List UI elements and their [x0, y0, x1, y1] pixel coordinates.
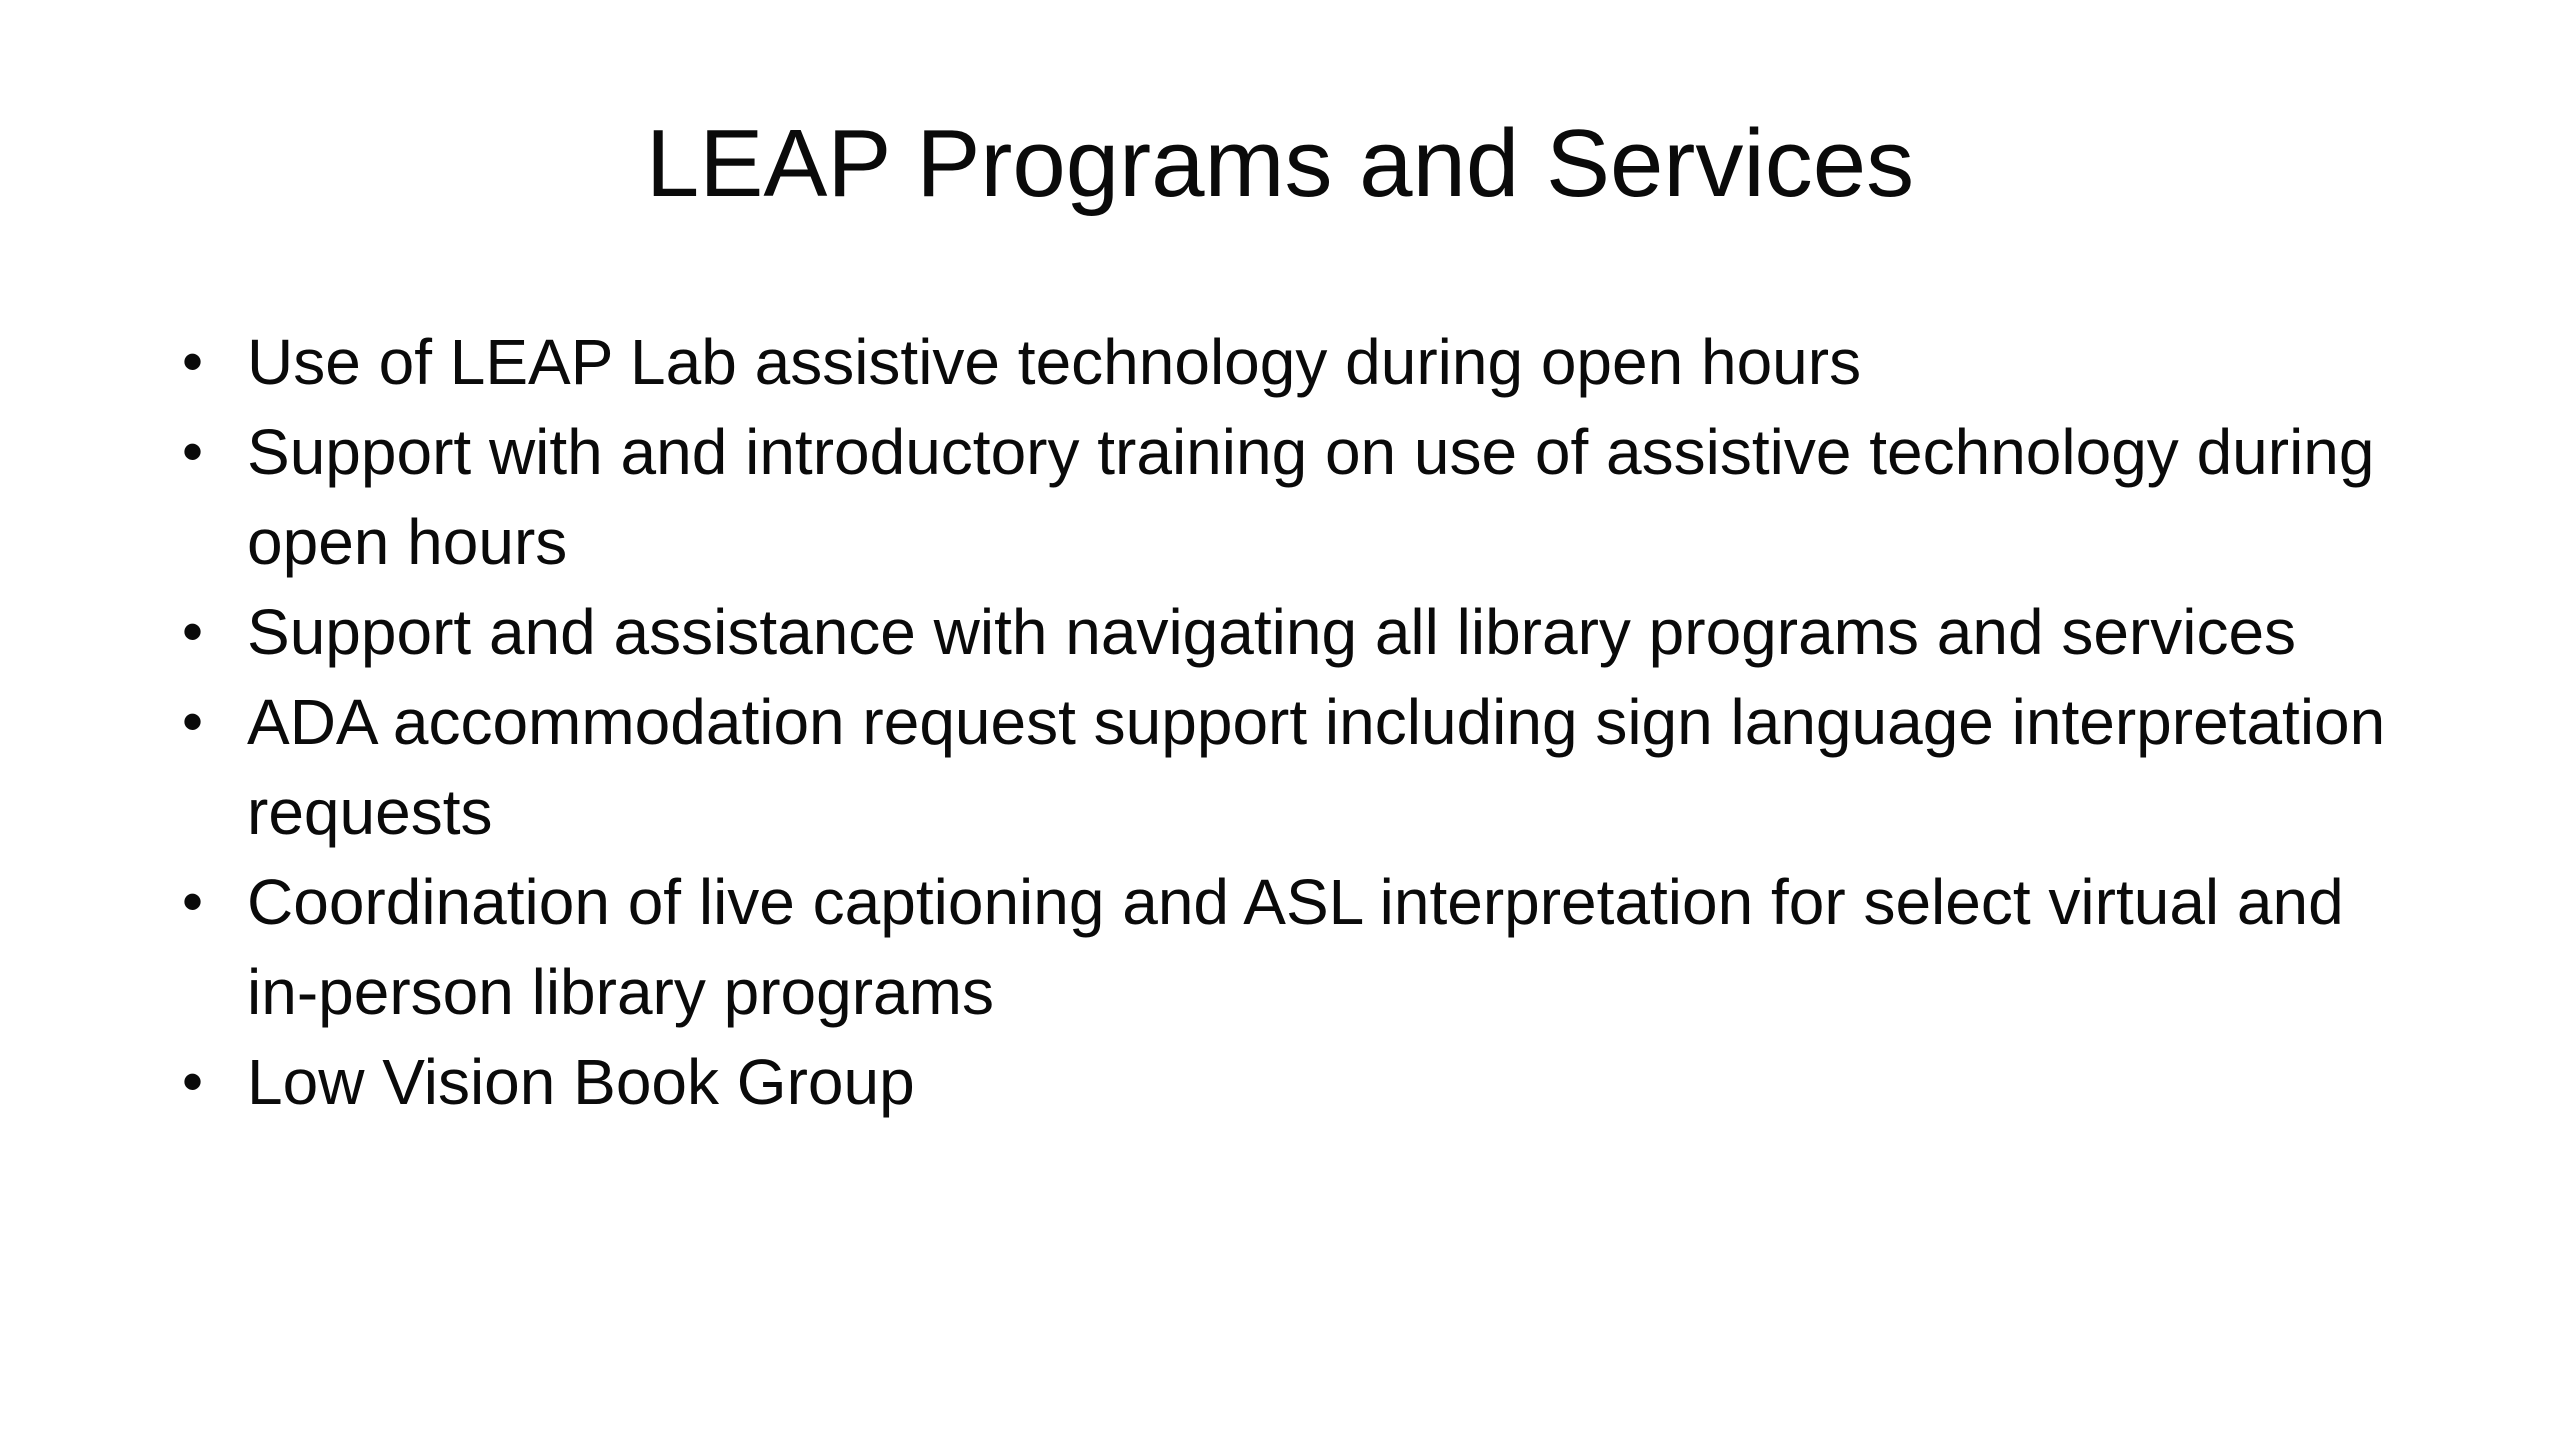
bullet-icon: • [182, 598, 204, 665]
bullet-text: Use of LEAP Lab assistive technology during open hours [247, 326, 1862, 398]
bullet-icon: • [182, 418, 204, 485]
bullet-item [182, 587, 2422, 677]
bullet-icon: • [182, 1048, 204, 1115]
bullet-item [182, 1037, 2422, 1127]
bullet-icon: • [182, 328, 204, 395]
bullet-text: Support and assistance with navigating all library programs and services [247, 596, 2297, 668]
bullet-item [182, 857, 2422, 1037]
bullet-item [182, 317, 2422, 407]
bullet-text: Support with and introductory training on use of assistive technology during open hours [247, 416, 2375, 578]
bullet-text: Coordination of live captioning and ASL interpretation for select virtual and in-person library programs [247, 866, 2344, 1028]
bullet-text: ADA accommodation request support including sign language interpretation requests [247, 686, 2386, 848]
slide-title: LEAP Programs and Services [645, 110, 1915, 217]
bullet-icon: • [182, 868, 204, 935]
bullet-item [182, 677, 2422, 857]
bullet-icon: • [182, 688, 204, 755]
bullet-text: Low Vision Book Group [247, 1046, 915, 1118]
bullet-list [182, 317, 2422, 1127]
bullet-item [182, 407, 2422, 587]
